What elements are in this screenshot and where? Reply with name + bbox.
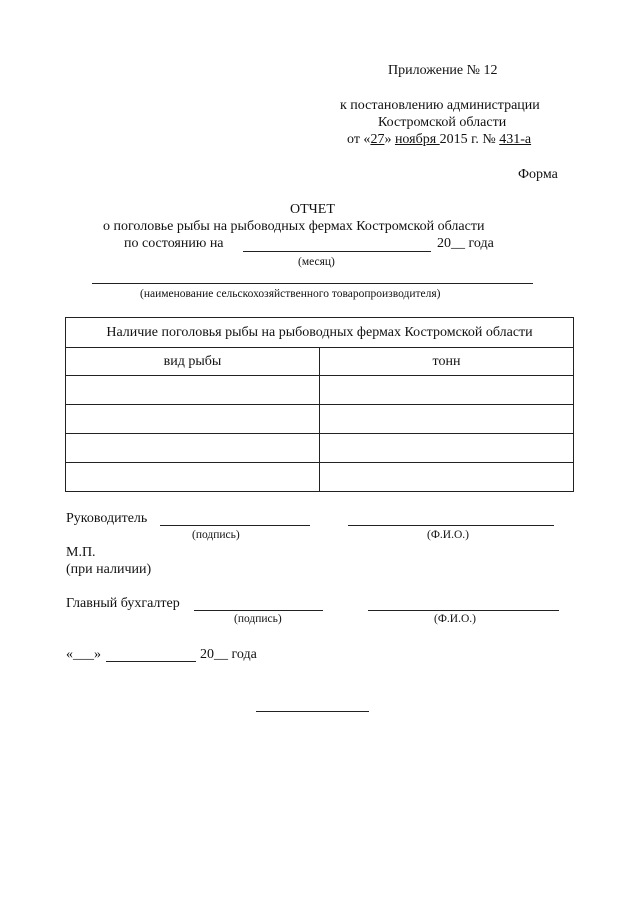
table-cell-fish-type[interactable] xyxy=(66,376,320,405)
report-subtitle: о поголовье рыбы на рыбоводных фермах Костромской области xyxy=(103,219,485,234)
accountant-signature-line xyxy=(194,610,323,611)
date-year: 2015 г. № xyxy=(439,132,500,147)
resolution-line-1: к постановлению администрации xyxy=(340,98,540,113)
table-cell-fish-type[interactable] xyxy=(66,405,320,434)
state-prefix: по состоянию на xyxy=(124,236,224,251)
report-date-month-line xyxy=(106,661,196,662)
form-label: Форма xyxy=(518,167,558,182)
month-fill-line xyxy=(243,251,431,252)
table-row xyxy=(66,463,574,492)
head-fio-line xyxy=(348,525,554,526)
table-cell-tonnes[interactable] xyxy=(320,405,574,434)
table-row xyxy=(66,376,574,405)
report-date-day: «___» xyxy=(66,647,101,662)
table-cell-tonnes[interactable] xyxy=(320,463,574,492)
date-mid: » xyxy=(384,132,395,147)
producer-caption: (наименование сельскохозяйственного товаропроизводителя) xyxy=(140,288,441,300)
accountant-fio-line xyxy=(368,610,559,611)
date-prefix: от « xyxy=(347,132,371,147)
table-row xyxy=(66,405,574,434)
date-month: ноября xyxy=(394,132,440,147)
accountant-fio-caption: (Ф.И.О.) xyxy=(434,613,476,625)
resolution-line-2: Костромской области xyxy=(378,115,507,130)
column-header-fish-type: вид рыбы xyxy=(66,348,320,376)
closing-divider xyxy=(256,711,369,712)
table-cell-fish-type[interactable] xyxy=(66,463,320,492)
fish-stock-table xyxy=(65,317,574,492)
head-label: Руководитель xyxy=(66,511,148,526)
head-signature-line xyxy=(160,525,310,526)
head-signature-caption: (подпись) xyxy=(192,529,240,541)
table-heading: Наличие поголовья рыбы на рыбоводных фермах Костромской области xyxy=(66,318,574,348)
report-date-year: 20__ года xyxy=(200,647,257,662)
date-day: 27 xyxy=(370,132,385,147)
table-cell-fish-type[interactable] xyxy=(66,434,320,463)
state-year: 20__ года xyxy=(437,236,494,251)
accountant-signature-caption: (подпись) xyxy=(234,613,282,625)
report-title: ОТЧЕТ xyxy=(290,202,335,217)
resolution-date xyxy=(347,132,531,148)
stamp-label: М.П. xyxy=(66,545,96,560)
column-header-tonnes: тонн xyxy=(320,348,574,376)
producer-fill-line xyxy=(92,283,533,284)
table-cell-tonnes[interactable] xyxy=(320,376,574,405)
table-cell-tonnes[interactable] xyxy=(320,434,574,463)
accountant-label: Главный бухгалтер xyxy=(66,596,180,611)
resolution-number: 431-а xyxy=(499,132,532,147)
table-row xyxy=(66,434,574,463)
appendix-number: Приложение № 12 xyxy=(388,63,498,78)
head-fio-caption: (Ф.И.О.) xyxy=(427,529,469,541)
stamp-note: (при наличии) xyxy=(66,562,152,577)
month-caption: (месяц) xyxy=(298,256,335,268)
